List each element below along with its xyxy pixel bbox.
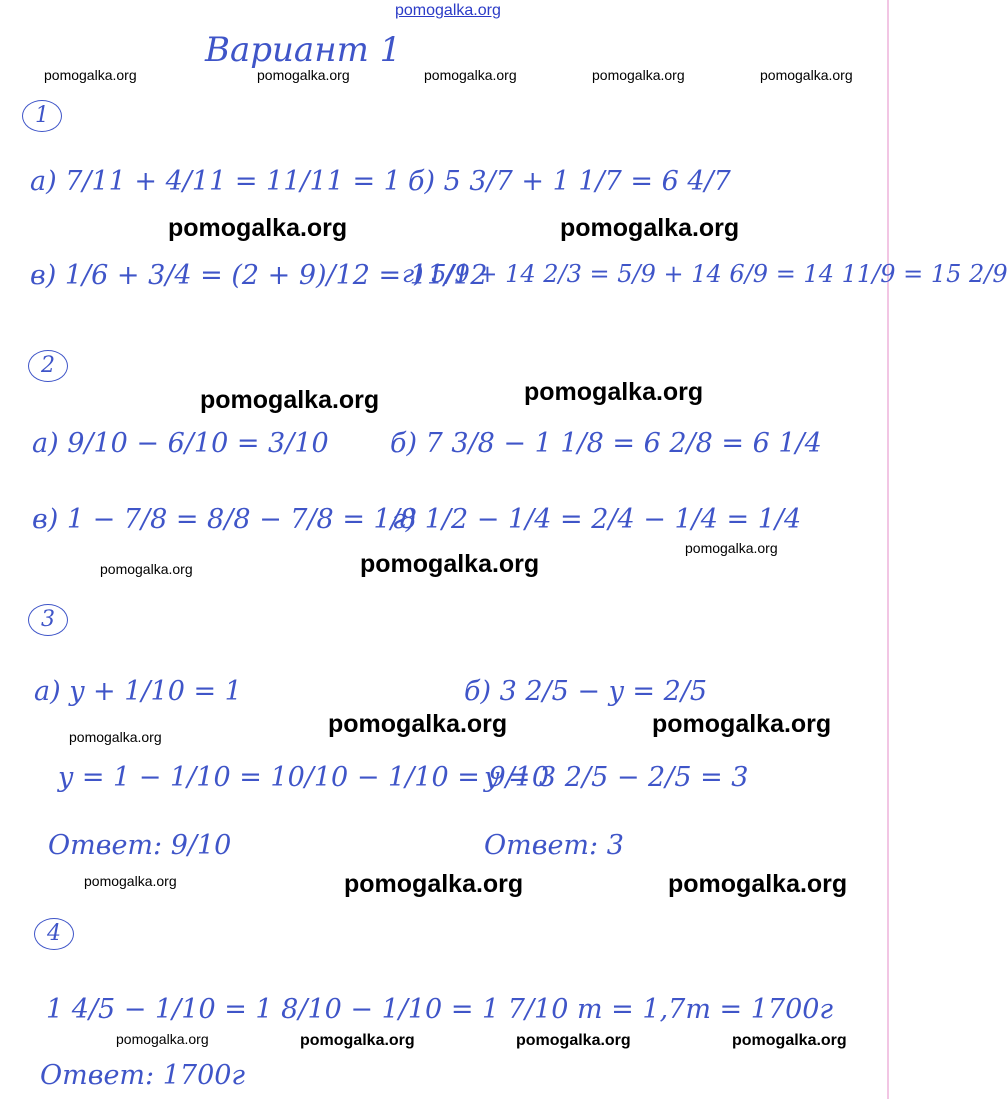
watermark: pomogalka.org	[592, 67, 685, 83]
margin-line	[887, 0, 889, 1099]
task2-line-d: г) 1/2 − 1/4 = 2/4 − 1/4 = 1/4	[392, 504, 802, 535]
watermark: pomogalka.org	[524, 378, 704, 406]
task3-solution-b: y = 3 2/5 − 2/5 = 3	[484, 762, 749, 793]
watermark: pomogalka.org	[328, 710, 508, 738]
watermark: pomogalka.org	[257, 67, 350, 83]
task1-line-c: в) 1/6 + 3/4 = (2 + 9)/12 = 11/12	[30, 260, 488, 291]
watermark: pomogalka.org	[100, 561, 193, 577]
watermark: pomogalka.org	[84, 873, 177, 889]
watermark: pomogalka.org	[516, 1032, 631, 1049]
watermark: pomogalka.org	[344, 870, 524, 898]
watermark: pomogalka.org	[652, 710, 832, 738]
task-number-2: 2	[28, 350, 68, 382]
task3-answer-b: Ответ: 3	[484, 830, 624, 861]
task-number-4: 4	[34, 918, 74, 950]
watermark: pomogalka.org	[685, 540, 778, 556]
task3-solution-a: y = 1 − 1/10 = 10/10 − 1/10 = 9/10	[58, 762, 550, 793]
task1-line-b: б) 5 3/7 + 1 1/7 = 6 4/7	[408, 166, 731, 197]
page-title: Вариант 1	[205, 30, 402, 70]
task-number-1: 1	[22, 100, 62, 132]
watermark: pomogalka.org	[424, 67, 517, 83]
watermark: pomogalka.org	[168, 214, 348, 242]
watermark: pomogalka.org	[732, 1032, 847, 1049]
watermark: pomogalka.org	[560, 214, 740, 242]
task4-line: 1 4/5 − 1/10 = 1 8/10 − 1/10 = 1 7/10 m = 1,7m = 1700г	[46, 994, 834, 1025]
task3-answer-a: Ответ: 9/10	[48, 830, 232, 861]
task-number-3: 3	[28, 604, 68, 636]
watermark-top-link[interactable]: pomogalka.org	[395, 2, 501, 19]
watermark: pomogalka.org	[44, 67, 137, 83]
task1-line-a: а) 7/11 + 4/11 = 11/11 = 1	[30, 166, 401, 197]
task3-line-a: а) y + 1/10 = 1	[34, 676, 242, 707]
task1-line-d: г) 5/9 + 14 2/3 = 5/9 + 14 6/9 = 14 11/9 = 15 2/9	[402, 260, 1008, 288]
watermark: pomogalka.org	[69, 729, 162, 745]
watermark: pomogalka.org	[300, 1032, 415, 1049]
watermark: pomogalka.org	[360, 550, 540, 578]
task2-line-b: б) 7 3/8 − 1 1/8 = 6 2/8 = 6 1/4	[390, 428, 822, 459]
task4-answer: Ответ: 1700г	[40, 1060, 246, 1091]
watermark: pomogalka.org	[760, 67, 853, 83]
watermark: pomogalka.org	[116, 1031, 209, 1047]
watermark: pomogalka.org	[668, 870, 848, 898]
task3-line-b: б) 3 2/5 − y = 2/5	[464, 676, 708, 707]
task2-line-c: в) 1 − 7/8 = 8/8 − 7/8 = 1/8	[32, 504, 417, 535]
task2-line-a: а) 9/10 − 6/10 = 3/10	[32, 428, 329, 459]
watermark: pomogalka.org	[200, 386, 380, 414]
